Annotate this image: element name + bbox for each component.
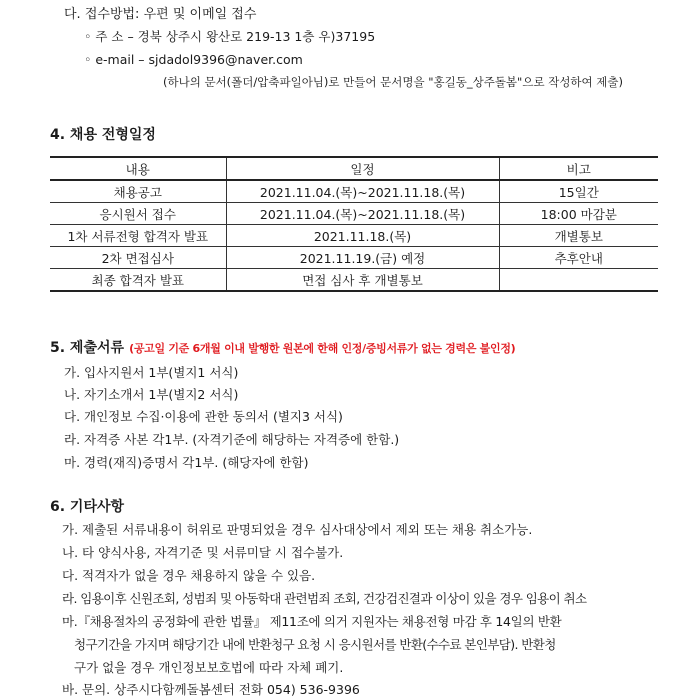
- table-cell: 2021.11.18.(목): [226, 225, 499, 247]
- list-item: 라. 임용이후 신원조회, 성범죄 및 아동학대 관련범죄 조회, 건강검진결과 이상이 있을 경우 임용이 취소: [62, 591, 587, 606]
- table-cell: 18:00 마감분: [499, 203, 658, 225]
- table-row: [50, 203, 658, 225]
- submission-method: 다. 접수방법: 우편 및 이메일 접수: [64, 7, 257, 22]
- list-item: 마. 경력(재직)증명서 각1부. (해당자에 한함): [64, 455, 309, 470]
- list-item: 가. 입사지원서 1부(별지1 서식): [64, 365, 239, 380]
- table-cell: 개별통보: [499, 225, 658, 247]
- table-cell: 채용공고: [50, 180, 226, 203]
- col-header: 비고: [499, 157, 658, 180]
- section6-title: 6. 기타사항: [50, 499, 125, 515]
- table-row: [50, 247, 658, 269]
- table-cell: 면접 심사 후 개별통보: [226, 269, 499, 292]
- list-item: 나. 타 양식사용, 자격기준 및 서류미달 시 접수불가.: [62, 545, 344, 560]
- col-header: 일정: [226, 157, 499, 180]
- list-item: 다. 적격자가 없을 경우 채용하지 않을 수 있음.: [62, 568, 316, 583]
- contact-line: 바. 문의. 상주시다함께돌봄센터 전화 054) 536-9396: [62, 682, 360, 697]
- schedule-table: [50, 156, 658, 292]
- list-item: 나. 자기소개서 1부(별지2 서식): [64, 387, 239, 402]
- schedule-header-row: [50, 157, 658, 180]
- submission-email: ◦ e-mail – sjdadol9396@naver.com: [84, 52, 303, 67]
- list-item-continuation: 구가 없을 경우 개인정보보호법에 따라 자체 폐기.: [74, 660, 344, 675]
- table-cell: 2차 면접심사: [50, 247, 226, 269]
- table-cell: 추후안내: [499, 247, 658, 269]
- table-cell: 2021.11.19.(금) 예정: [226, 247, 499, 269]
- section5-heading: [50, 337, 515, 357]
- table-cell: 1차 서류전형 합격자 발표: [50, 225, 226, 247]
- table-cell: [499, 269, 658, 292]
- table-cell: 최종 합격자 발표: [50, 269, 226, 292]
- table-row: [50, 180, 658, 203]
- submission-note: (하나의 문서(폴더/압축파일아님)로 만들어 문서명을 "홍길동_상주돌봄"으로 작성하여 제출): [163, 75, 624, 89]
- list-item-continuation: 청구기간을 가지며 해당기간 내에 반환청구 요청 시 응시원서를 반환(수수료 본인부담). 반환청: [74, 637, 556, 652]
- table-row: [50, 269, 658, 292]
- table-cell: 응시원서 접수: [50, 203, 226, 225]
- submission-address: ◦ 주 소 – 경북 상주시 왕산로 219-13 1층 우)37195: [84, 29, 376, 44]
- col-header: 내용: [50, 157, 226, 180]
- list-item: 라. 자격증 사본 각1부. (자격기준에 해당하는 자격증에 한함.): [64, 432, 400, 447]
- table-cell: 2021.11.04.(목)~2021.11.18.(목): [226, 180, 499, 203]
- list-item: 마.『채용절차의 공정화에 관한 법률』 제11조에 의거 지원자는 채용전형 마감 후 14일의 반환: [62, 614, 562, 629]
- section5-title: 5. 제출서류: [50, 340, 125, 356]
- list-item: 가. 제출된 서류내용이 허위로 판명되었을 경우 심사대상에서 제외 또는 채용 취소가능.: [62, 522, 533, 537]
- table-row: [50, 225, 658, 247]
- section4-title: 4. 채용 전형일정: [50, 127, 156, 143]
- section5-warning: (공고일 기준 6개월 이내 발행한 원본에 한해 인정/증빙서류가 없는 경력은 불인정): [129, 342, 516, 355]
- list-item: 다. 개인정보 수집·이용에 관한 동의서 (별지3 서식): [64, 409, 343, 424]
- table-cell: 15일간: [499, 180, 658, 203]
- table-cell: 2021.11.04.(목)~2021.11.18.(목): [226, 203, 499, 225]
